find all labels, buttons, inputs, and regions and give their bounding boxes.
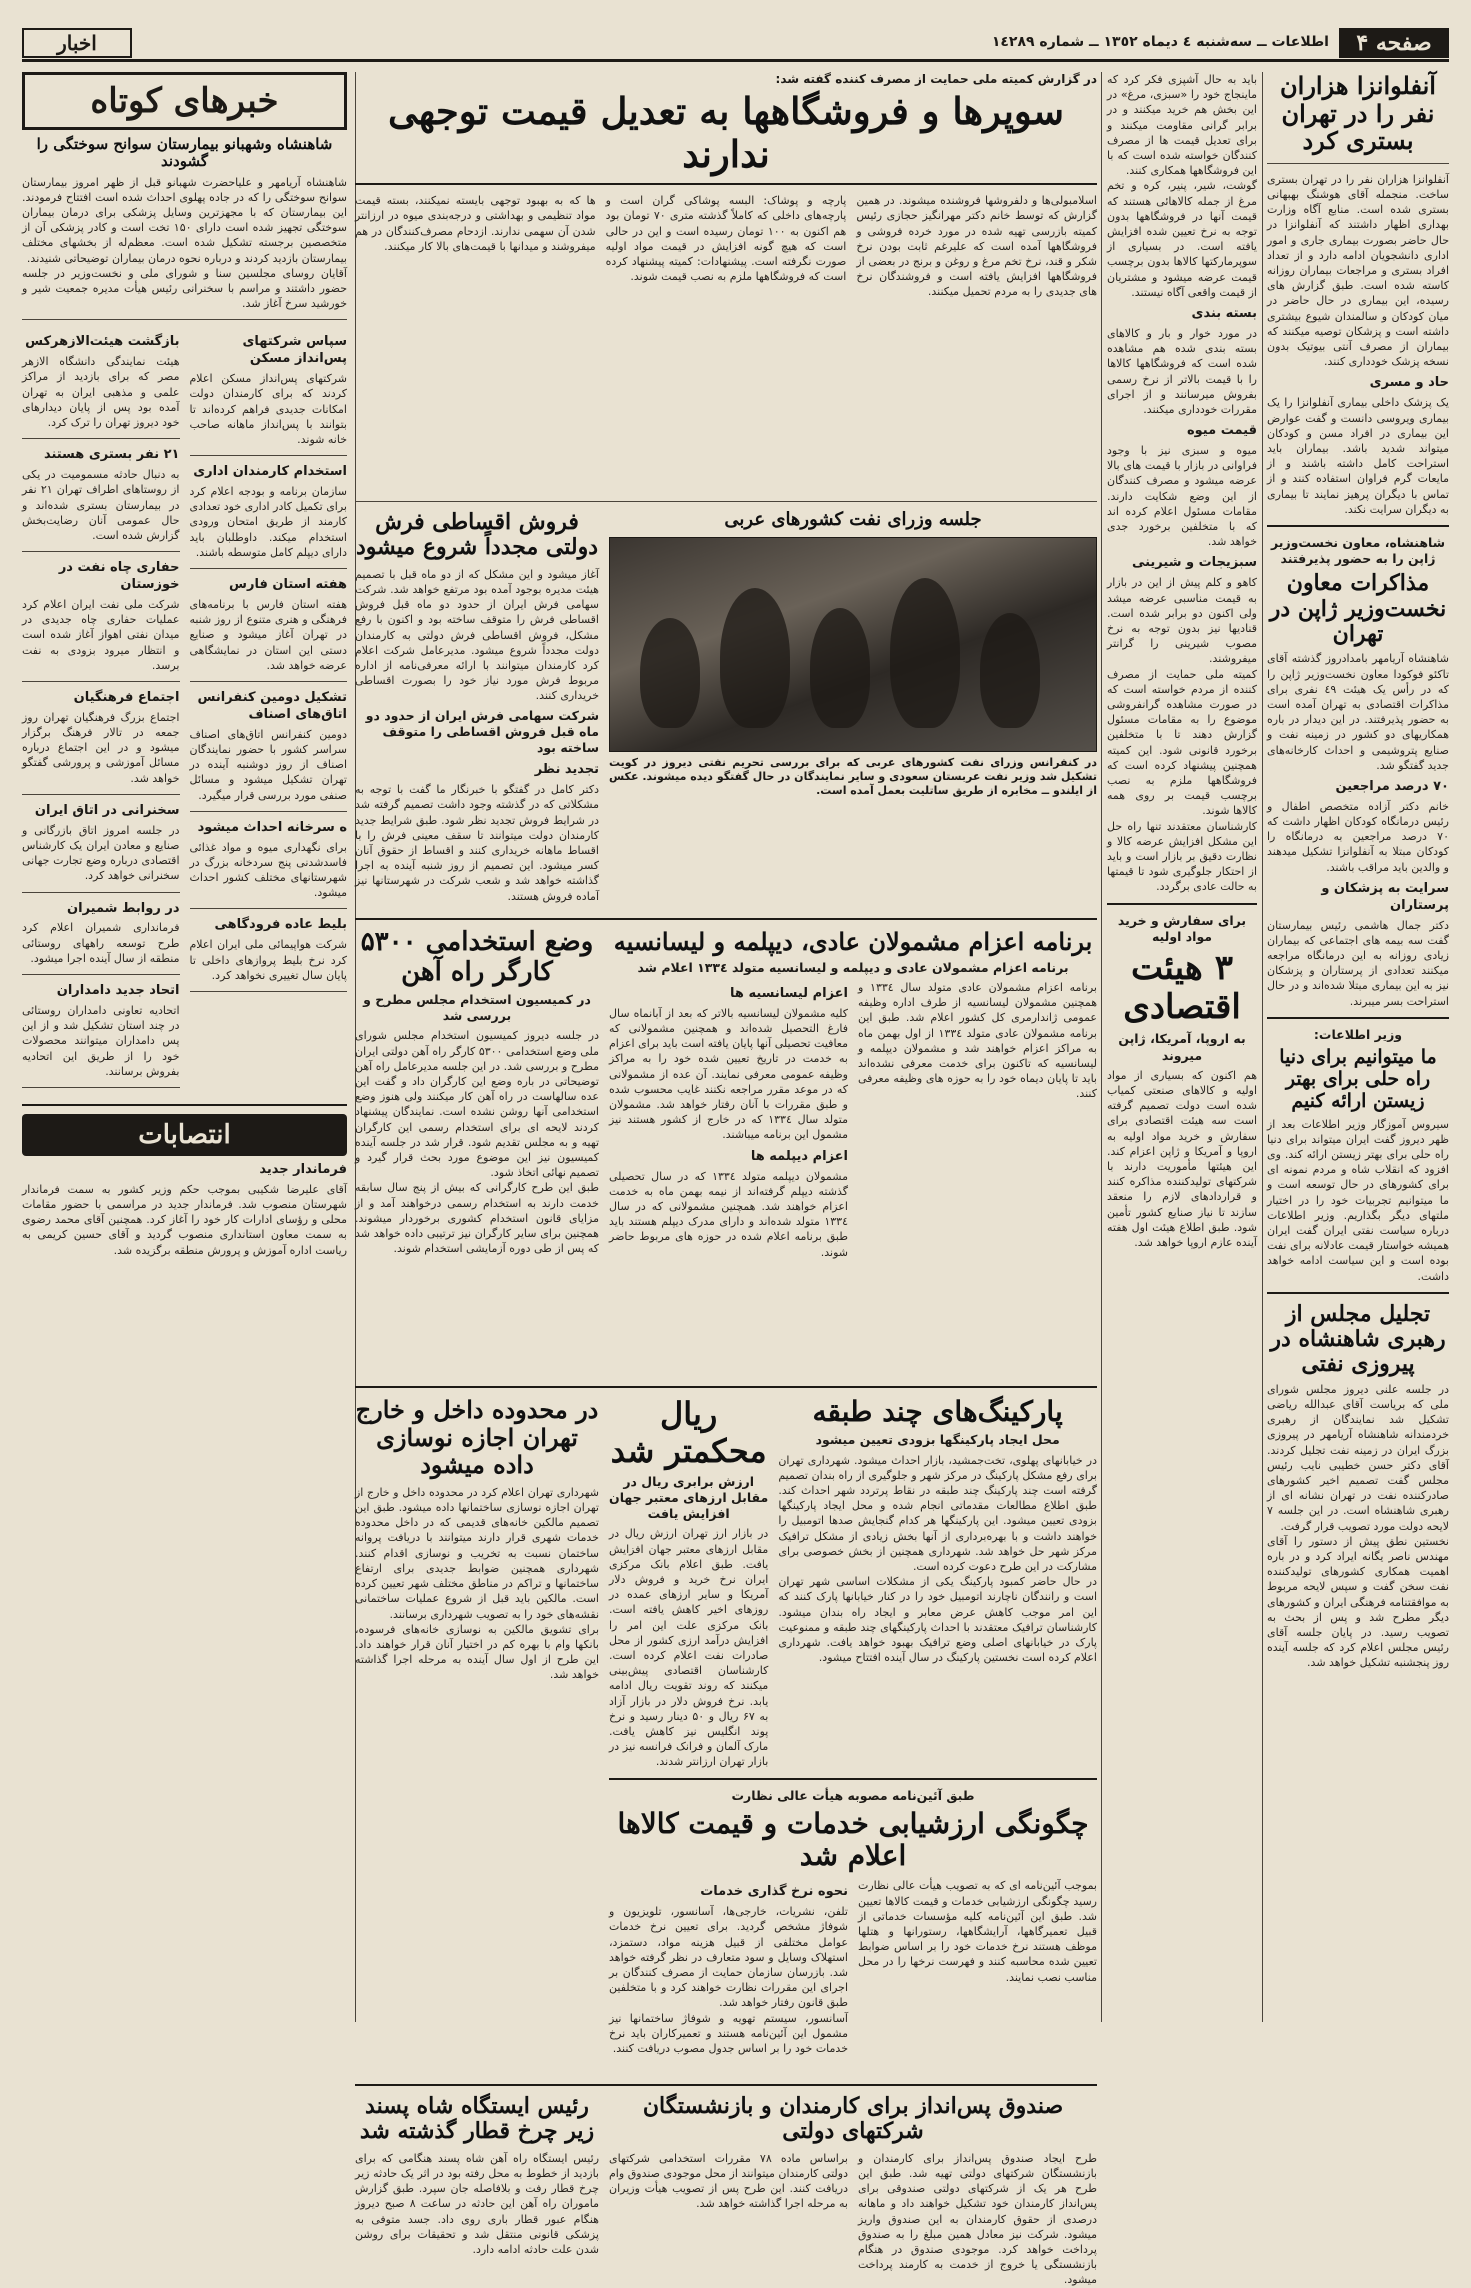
short-news-text: در جلسه امروز اتاق بازرگانی و صنایع و معادن ایران یک کارشناس اقتصادی درباره وضع تجارت جهانی سخنرانی خواهد کرد.	[22, 823, 180, 883]
divider	[190, 568, 348, 569]
article-text: مشمولان دیپلمه متولد ١٣٣٤ که در سال تحصیلی گذشته دیپلم گرفته‌اند از نیمه بهمن ماه به خدمت اعزام خواهند شد. همچنین مشمولانی که در سال ١٣٣٤ متولد شده‌اند و دارای مدرک دیپلم هستند باید طبق برنامه اعلام شده در حوزه های مربوط حاضر شوند.	[609, 1169, 848, 1259]
subhead: برنامه اعزام مشمولان عادی و دیپلمه و لیسانسیه متولد ١٣٣٤ اعلام شد	[637, 959, 1069, 975]
subhead: محل ایجاد پارکینگها بزودی تعیین میشود	[815, 1432, 1060, 1448]
article-employment: در جلسه دیروز کمیسیون استخدام مجلس شورای ملی وضع استخدامی ۵۳۰۰ کارگر راه آهن دولتی ایران مطرح و بررسی شد. در این جلسه مدیرعامل راه آهن توضیحاتی در باره وضع این کارگران داد و گفت این عده سالهاست در راه آهن کار میکنند ولی هنوز وضع استخدامی آنها روشن نشده است. نمایندگان پیشنهاد کردند لایحه ای برای استخدام رسمی این کارگران تهیه و به مجلس تقدیم شود. قرار شد در جلسه آینده کمیسیون نیز این موضوع مورد بحث قرار گیرد و تصمیم نهائی اتخاذ شود.	[355, 1029, 599, 1180]
short-news-title: حفاری چاه نفت در خوزستان	[58, 560, 180, 593]
short-news-title: سپاس شرکتهای پس‌انداز مسکن	[242, 334, 347, 367]
appointments-banner: انتصابات	[22, 1114, 347, 1156]
kicker-main: در گزارش کمیته ملی حمایت از مصرف کننده گفته شد:	[775, 72, 1097, 86]
divider	[190, 908, 348, 909]
headline-economic: ۳ هیئت اقتصادی	[1123, 948, 1241, 1028]
article-rial: در بازار ارز تهران ارزش ریال در مقابل ارزهای معتبر جهان افزایش یافت. طبق اعلام بانک مرکزی ایران نرخ خرید و فروش دلار آمریکا و سایر ارزهای عمده در روزهای اخیر کاهش یافته است. بانک مرکزی علت این امر را افزایش درآمد ارزی کشور از محل صادرات نفت اعلام کرده است. کارشناسان اقتصادی پیش‌بینی میکنند که روند تقویت ریال ادامه یابد. نرخ فروش دلار در بازار آزاد به ۶۷ ریال و ۵۰ دینار رسید و نرخ پوند انگلیس نیز کاهش یافت. مارک آلمان و فرانک فرانسه نیز در بازار تهران ارزانتر شدند.	[609, 1527, 769, 1769]
short-news-left	[22, 328, 180, 1096]
short-news-text: دومین کنفرانس اتاق‌های اصناف سراسر کشور با حضور نمایندگان اصناف از روز دوشنبه آینده در تهران تشکیل میشود و مسائل صنفی مورد بررسی قرار میگیرد.	[189, 727, 347, 802]
short-news-text: اجتماع بزرگ فرهنگیان تهران روز جمعه در تالار فرهنگ برگزار میشود و در این اجتماع درباره مسائل آموزشی و پرورشی گفتگو خواهد شد.	[22, 710, 180, 785]
divider	[190, 811, 348, 812]
article-renovation: شهرداری تهران اعلام کرد در محدوده داخل و خارج از تهران اجازه نوسازی ساختمانها داده میشود. طبق این تصمیم مالکین خانه‌های قدیمی که در داخل محدوده خدمات شهری قرار دارند میتوانند با دریافت پروانه ساختمان نسبت به تخریب و نوسازی اقدام کنند. شهرداری همچنین ضوابط جدیدی برای ارتفاع ساختمانها و تراکم در مناطق مختلف شهر تعیین کرده است. مالکین باید قبل از شروع عملیات ساختمانی نقشه‌های خود را به تصویب شهرداری برسانند.	[355, 1485, 599, 1621]
short-news-banner: خبرهای کوتاه	[22, 72, 347, 130]
article-military: برنامه اعزام مشمولان عادی متولد سال ١٣٣٤ و همچنین مشمولان لیسانسیه از طرف اداره وظیفه عمومی ژاندارمری کل کشور اعلام شد. طبق این برنامه مشمولان عادی متولد ١٣٣٤ از اول بهمن ماه به مراکز اعزام خواهند شد و مشمولان دیپلمه و لیسانسیه که تاکنون برای خدمت معرفی نشده‌اند باید تا پایان دیماه خود را به حوزه های وظیفه معرفی کنند.	[858, 980, 1097, 1101]
short-news-text: هفته استان فارس با برنامه‌های فرهنگی و هنری متنوع از روز شنبه در تهران آغاز میشود و صنایع دستی این استان در نمایشگاهی عرضه خواهد شد.	[189, 597, 347, 672]
headline-council: تجلیل مجلس از رهبری شاهنشاه در پیروزی نفتی	[1270, 1300, 1446, 1378]
article-text: نخستین نطق پیش از دستور را آقای مهندس ناصر یگانه ایراد کرد و در باره اهمیت همکاری کشورهای تولیدکننده نفت سخن گفت و سپس لایحه مربوط به موافقتنامه فرهنگی ایران و کشورهای دیگر مطرح شد و پس از بحث به تصویب رسید. در پایان جلسه آقای رئیس مجلس اعلام کرد که جلسه آینده روز پنجشنبه تشکیل خواهد شد.	[1267, 1534, 1449, 1670]
headline-military: برنامه اعزام مشمولان عادی، دیپلمه و لیسانسیه	[613, 927, 1093, 957]
carpet-article	[355, 510, 599, 910]
kicker: برای سفارش و خرید مواد اولیه	[1117, 912, 1247, 944]
article-parking: در خیابانهای پهلوی، تخت‌جمشید، بازار احداث میشود. شهرداری تهران برای رفع مشکل پارکینگ در مرکز شهر و جلوگیری از راه بندان تصمیم گرفته است چند پارکینگ چند طبقه در نقاط پرتردد شهر احداث کند. طبق اطلاع مطالعات مقدماتی انجام شده و محل ایجاد پارکینگها بزودی تعیین میشود. این پارکینگها هر کدام گنجایش صدها اتومبیل را خواهند داشت و با بهره‌برداری از آنها بخش زیادی از مشکل ترافیک مرکز شهر حل خواهد شد. شهرداری همچنین از بخش خصوصی برای مشارکت در این طرح دعوت کرده است.	[778, 1453, 1097, 1573]
article-text: براساس ماده ۷۸ مقررات استخدامی شرکتهای دولتی کارمندان میتوانند از محل موجودی صندوق وام دریافت کنند. این طرح پس از تصویب هیأت وزیران به مرحله اجرا گذاشته خواهد شد.	[609, 2151, 848, 2211]
article-lead: پارچه و پوشاک: البسه پوشاکی گران است و پارچه‌های داخلی که کاملاً گذشته متری ۷۰ تومان بود هم اکنون به ۱۰۰ تومان رسیده است و این در حالی است که هیچ گونه افزایش در قیمت مواد اولیه صورت نگرفته است. پیشنهادات: کمیته پیشنهاد کرده است که فروشگاهها ملزم به نصب قیمت شوند.	[605, 194, 847, 284]
divider	[22, 681, 180, 682]
article-text: خانم دکتر آزاده متخصص اطفال و رئیس درمانگاه کودکان اظهار داشت که ۷۰ درصد مراجعین به درمانگاه را کودکان مبتلا به آنفلوانزا تشکیل میدهند و والدین باید مراقب باشند.	[1267, 799, 1449, 874]
subhead: سرایت به پزشکان و پرستاران	[1321, 880, 1449, 913]
headline-renovation: در محدوده داخل و خارج تهران اجازه نوسازی داده میشود	[355, 1395, 599, 1480]
photo-block	[609, 510, 1097, 910]
article-text: کمیته ملی حمایت از مصرف کننده از مردم خواسته است که در صورت مشاهده گرانفروشی موضوع را به مقامات مسئول گزارش دهند تا با متخلفین برخورد قانونی شود. این کمیته همچنین پیشنهاد کرده است که فروشگاهها ملزم به نصب برچسب قیمت بر روی همه کالاها شوند.	[1107, 667, 1257, 818]
article-deputy: شاهنشاه آریامهر بامدادروز گذشته آقای تاکئو فوکودا معاون نخست‌وزیر ژاپن را که در رأس یک هیئت ٤٩ نفری برای مذاکرات اقتصادی به تهران آمده است به حضور پذیرفتند. در این دیدار در باره همکاریهای دو کشور در زمینه نفت و صنایع پتروشیمی و احداث کارخانه‌های جدید گفتگو شد.	[1267, 652, 1449, 772]
article-text: آسانسور، سیستم تهویه و شوفاژ ساختمانها نیز مشمول این آئین‌نامه هستند و تعمیرکاران باید نرخ خدمات خود را بر اساس جدول مصوب دریافت کنند.	[609, 2011, 848, 2056]
short-news-text: هیئت نمایندگی دانشگاه الازهر مصر که برای بازدید از مراکز علمی و مذهبی ایران به تهران آمده بود پس از پایان دیدارهای خود دیروز تهران را ترک کرد.	[22, 355, 180, 430]
short-news-text: شرکتهای پس‌انداز مسکن اعلام کردند که برای کارمندان دولت امکانات جدیدی فراهم کرده‌اند تا بتوانند با پس‌انداز ماهانه صاحب خانه شوند.	[189, 372, 347, 446]
column-second	[1107, 72, 1257, 2022]
article-text: کارشناسان معتقدند تنها راه حل این مشکل افزایش عرضه کالا و نظارت دقیق بر بازار است و باید از احتکار جلوگیری شود تا قیمتها به حالت عادی برگردد.	[1107, 819, 1257, 894]
article-text: دکتر جمال هاشمی رئیس بیمارستان گفت سه بیمه های اجتماعی که بیماران زیادی روزانه به این درمانگاه مراجعه میکنند تعدادی از پرستاران و پزشکان نیز به این بیماری مبتلا شده‌اند و در حال استراحت بسر میبرند.	[1267, 918, 1449, 1008]
short-news-grid	[22, 328, 347, 1096]
subhead: سبزیجات و شیرینی	[1131, 555, 1257, 571]
newspaper-page	[22, 28, 1449, 2287]
short-news-text: فرمانداری شمیران اعلام کرد طرح توسعه راههای روستائی منطقه از سال آینده اجرا میشود.	[22, 921, 180, 965]
headline-main: سوپرها و فروشگاهها به تعدیل قیمت توجهی ندارند	[387, 89, 1065, 176]
headline-burn-hospital: شاهنشاه وشهبانو بیمارستان سوانح سوختگی را گشودند	[36, 135, 333, 171]
article-text: کاهو و کلم پیش از این در بازار به قیمت مناسبی عرضه میشد ولی اکنون دو برابر شده است. قنادیها نیز بدون توجه به نرخ مصوب شیرینی را گرانتر میفروشند.	[1107, 576, 1257, 666]
article-burn-hospital: شاهنشاه آریامهر و علیاحضرت شهبانو قبل از ظهر امروز بیمارستان سوانح سوختگی را که در جاده پهلوی احداث شده است افتتاح فرمودند. این بیمارستان که با مجهزترین وسایل پزشکی برای درمان بیماران سوختگی تجهیز شده است دارای ۱۵۰ تخت است و کادر پزشکی آن از متخصصین برجسته تشکیل شده است. معظم‌له از بخشهای مختلف بیمارستان بازدید کردند و درباره نحوه درمان بیماران توضیحاتی شنیدند.	[22, 175, 347, 265]
article-text: کلیه مشمولان لیسانسیه بالاتر که بعد از آبانماه سال فارغ التحصیل شده‌اند و همچنین مشمولانی که معافیت تحصیلی آنها پایان یافته است باید برای اعزام به خدمت در تاریخ تعیین شده خود را به مراکز وظیفه عمومی معرفی نمایند. آن عده از مشمولانی که در موعد مقرر مراجعه نکنند غایب محسوب شده و طبق مقررات با آنان رفتار خواهد شد. مشمولان متولد سال ١٣٣٤ که در خارج از کشور هستند نیز مشمول این برنامه میباشند.	[609, 1006, 848, 1142]
column-rule	[1262, 72, 1263, 2022]
divider	[22, 892, 180, 893]
subhead: نحوه نرخ گذاری خدمات	[700, 1884, 848, 1900]
article-fund: طرح ایجاد صندوق پس‌انداز برای کارمندان و بازنشستگان شرکتهای دولتی تهیه شد. طبق این طرح هر یک از شرکتهای دولتی صندوقی برای پس‌انداز کارمندان خود تشکیل خواهند داد و ماهانه درصدی از حقوق کارمندان به این صندوق واریز میشود. شرکت نیز معادل همین مبلغ را به صندوق پرداخت خواهد کرد. موجودی صندوق در هنگام بازنشستگی یا خروج از خدمت به کارمند پرداخت میشود.	[858, 2151, 1097, 2287]
divider	[190, 991, 348, 992]
subhead: شرکت سهامی فرش ایران از حدود دو ماه قبل فروش اقساطی را متوقف ساخته بود	[365, 707, 599, 756]
issue-info: اطلاعات ــ سه‌شنبه ٤ دیماه ١٣٥٢ ــ شماره ١٤٢٨٩	[991, 34, 1329, 50]
short-news-title: استخدام کارمندان اداری	[193, 464, 347, 480]
headline-rial: ریال محکمتر شد	[610, 1395, 767, 1470]
divider	[22, 974, 180, 975]
subhead: قیمت میوه	[1186, 423, 1257, 439]
article-text: یک پزشک داخلی بیماری آنفلوانزا را یک بیماری ویروسی دانست و گفت عوارض این بیماری در افراد مسن و کودکان میتواند شدید باشد. بیماران باید استراحت کامل داشته باشند و از مایعات گرم فراوان استفاده کنند و از تماس با دیگران پرهیز نمایند تا بیماری به دیگران سرایت نکند.	[1267, 396, 1449, 516]
article-carpet: آغاز میشود و این مشکل که از دو ماه قبل با تصمیم هیئت مدیره بوجود آمده بود مرتفع خواهد شد. شرکت سهامی فرش ایران از حدود دو ماه قبل فروش اقساطی فرش را متوقف ساخته بود و اکنون با رفع مشکل، فروش اقساطی فرش دولتی به کارمندان دولت مجدداً شروع میشود. مدیرعامل شرکت اعلام کرد کارمندان میتوانند با ارائه معرفی‌نامه از اداره مربوط فرش مورد نیاز خود را بصورت اقساطی خریداری کنند.	[355, 567, 599, 703]
column-right	[1267, 72, 1449, 2022]
subhead: در کمیسیون استخدام مجلس مطرح و بررسی شد	[363, 991, 591, 1024]
article-text: دکتر کامل در گفتگو با خبرنگار ما گفت با توجه به مشکلاتی که در گذشته وجود داشت تصمیم گرفته شد در شرایط فروش تجدید نظر شود. طبق شرایط جدید کارمندان دولت میتوانند تا سقف معینی فرش را با اقساط ماهانه خریداری کنند و اقساط از حقوق آنان کسر میشود. این تصمیم از روز شنبه آینده به اجرا گذاشته خواهد شد و شعب شرکت در شهرستانها نیز آماده فروش هستند.	[355, 783, 599, 903]
short-news-right	[190, 328, 348, 1096]
section-label: اخبار	[22, 28, 132, 58]
short-news-title: بازگشت هیئت‌الازهرکس	[25, 334, 180, 350]
subhead: ارزش برابری ریال در مقابل ارزهای معتبر جهان افزایش یافت	[609, 1473, 769, 1522]
kicker: شاهنشاه، معاون نخست‌وزیر ژاپن را به حضور پذیرفتند	[1270, 534, 1446, 567]
subhead: حاد و مسری	[1369, 375, 1449, 391]
headline-minister: ما میتوانیم برای دنیا راه حلی برای بهتر زیستن ارائه کنیم	[1279, 1046, 1437, 1112]
article-appointments: آقای علیرضا شکیبی بموجب حکم وزیر کشور به سمت فرماندار شهرستان منصوب شد. فرماندار جدید در مراسمی با حضور مقامات محلی و رؤسای ادارات کار خود را آغاز کرد. همچنین آقای محمد رضوی به سمت معاون استانداری منصوب گردید و آقای حسین کریمی به ریاست اداره آموزش و پرورش منطقه برگزیده شد.	[22, 1182, 347, 1257]
subhead: ۷۰ درصد مراجعین	[1335, 778, 1449, 794]
article-council: در جلسه علنی دیروز مجلس شورای ملی که بریاست آقای عبدالله ریاضی تشکیل شد نمایندگان از رهبری خردمندانه شاهنشاه آریامهر در پیروزی بزرگ ایران در زمینه نفت تجلیل کردند. آقای دکتر حسن خطیبی نایب رئیس مجلس گفت تصمیم اخیر کشورهای صادرکننده نفت در تهران نشانه ای از رهبری شاهنشاه است. در این جلسه ۷ لایحه دولت مورد تصویب قرار گرفت.	[1267, 1382, 1449, 1533]
article-station: رئیس ایستگاه راه آهن شاه پسند هنگامی که برای بازدید از خطوط به محل رفته بود در اثر یک حادثه زیر چرخ قطار رفت و بلافاصله جان سپرد. طبق گزارش ماموران راه آهن این حادثه در ساعت ۸ صبح دیروز هنگام عبور قطار باری روی داد. جسد متوفی به پزشکی قانونی منتقل شد و تحقیقات برای روشن شدن علت حادثه ادامه دارد.	[355, 2151, 599, 2256]
photo-oil-ministers	[609, 537, 1097, 752]
headline-employment: وضع استخدامی ۵۳۰۰ کارگر راه آهن	[360, 927, 594, 987]
divider	[22, 794, 180, 795]
column-left	[22, 72, 347, 2022]
short-news-text: به دنبال حادثه مسمومیت در یکی از روستاهای اطراف تهران ۲۱ نفر در بیمارستان بستری شده‌اند و حال عمومی آنان رضایت‌بخش گزارش شده است.	[22, 468, 180, 542]
subhead: فرماندار جدید	[259, 1161, 347, 1177]
article-text: برای تشویق مالکین به نوسازی خانه‌های فرسوده، بانکها وام با بهره کم در اختیار آنان قرار خواهند داد. این طرح از اول سال آینده به مرحله اجرا گذاشته خواهد شد.	[355, 1622, 599, 1682]
article-services: بموجب آئین‌نامه ای که به تصویب هیأت عالی نظارت رسید چگونگی ارزشیابی خدمات و قیمت کالاها تعیین شد. طبق این آئین‌نامه کلیه مؤسسات خدماتی از قبیل تعمیرگاهها، آرایشگاهها، رستورانها و هتلها موظف هستند نرخ خدمات خود را بر اساس ضوابط تعیین شده محاسبه کنند و فهرست نرخها را در محل مناسب نصب نمایند.	[858, 1879, 1097, 1984]
divider	[22, 551, 180, 552]
short-news-title: در روابط شمیران	[67, 900, 180, 916]
article-lead: اسلامبولی‌ها و دلفروشها فروشنده میشوند. در همین گزارش که توسط خانم دکتر مهرانگیز حجازی رئیس کمیته بازرسی تهیه شده در مورد خرده فروشی و فروشگاهها آمده است که علیرغم ثابت بودن نرخ شکر و قند، نرخ تخم مرغ و روغن و برنج در بعضی از فروشگاهها افزایش یافته است و فروشندگان نرخ های جدیدی را به مردم تحمیل میکنند.	[856, 194, 1097, 299]
photo-title: جلسه وزرای نفت کشورهای عربی	[724, 509, 982, 531]
headline-station: رئیس ایستگاه شاه پسند زیر چرخ قطار گذشته شد	[359, 2093, 595, 2145]
column-main	[354, 72, 1097, 2287]
short-news-text: شرکت هواپیمائی ملی ایران اعلام کرد نرخ بلیط پروازهای داخلی تا پایان سال تغییری نخواهد کرد.	[189, 938, 347, 982]
article-text: باید به حال آشپزی فکر کرد که ماینجاج خود را «سبزی، مرغ» در این بخش هم خرید میکنند و در برابر گرانی مقاومت میکنند و برای تعدیل قیمت ها از مصرف کنندگان خواسته شده است که با این فروشگاهها همکاری کنند.	[1107, 73, 1257, 178]
subhead: به اروپا، آمریکا، ژاپن میروند	[1118, 1031, 1246, 1063]
article-text: گوشت، شیر، پنیر، کره و تخم مرغ از جمله کالاهائی هستند که قیمت آنها در فروشگاهها بدون توجه به نرخ تعیین شده افزایش یافته است. در بسیاری از سوپرمارکتها کالاها بدون برچسب قیمت عرضه میشود و مشتریان از قیمت واقعی آگاه نیستند.	[1107, 179, 1257, 299]
short-news-text: اتحادیه تعاونی دامداران روستائی در چند استان تشکیل شد و از این پس دامداران میتوانند محصولات خود را از طریق این اتحادیه بفروش برسانند.	[22, 1003, 180, 1078]
article-flu: آنفلوانزا هزاران نفر را در تهران بستری ساخت. منجمله آقای هوشنگ بهبهانی بستری شده است. منابع آگاه وزارت بهداری اظهار داشتند که آنفلوانزا در حال حاضر بصورت بیماری جاری و امور اداری دانشجویان ادامه دارد و از تعداد افراد بستری و مراجعات بیماران روزانه کاسته شده است. طبق گزارش های رسیده، این بیماری در حال حاضر در میان کودکان و سالمندان شیوع بیشتری داشته است و پزشکان توصیه میکنند که بیماران از مصرف آنتی بیوتیک بدون نسخه پزشک خودداری کنند.	[1267, 172, 1449, 369]
article-text: آقایان روسای مجلسین سنا و شورای ملی و نخست‌وزیر در جلسه حضور داشتند و مراسم با سخنرانی رئیس هیأت مدیره جمعیت شیر و خورشید سرخ آغاز شد.	[22, 266, 347, 311]
subhead: اعزام لیسانسیه ها	[730, 985, 848, 1001]
short-news-text: برای نگهداری میوه و مواد غذائی فاسدشدنی پنج سردخانه بزرگ در شهرستانهای مختلف کشور احداث میشود.	[189, 840, 347, 900]
short-news-text: سازمان برنامه و بودجه اعلام کرد برای تکمیل کادر اداری خود تعدادی کارمند از طریق امتحان ورودی استخدام میکند. داوطلبان باید دارای دیپلم کامل متوسطه باشند.	[189, 485, 347, 559]
article-text: تلفن، نشریات، خارجی‌ها، آسانسور، تلویزیون و شوفاژ مشخص گردید. برای تعیین نرخ خدمات عوامل مختلفی از قبیل هزینه مواد، دستمزد، استهلاک وسایل و سود متعارف در نظر گرفته خواهد شد. بازرسان سازمان حمایت از مصرف کنندگان بر اجرای این مقررات نظارت خواهند کرد و با متخلفین طبق قانون رفتار خواهد شد.	[609, 1905, 848, 2010]
short-news-title: هفته استان فارس	[229, 577, 347, 593]
article-economic: هم اکنون که بسیاری از مواد اولیه و کالاهای صنعتی کمیاب شده است دولت تصمیم گرفته است سه هیئت اقتصادی برای سفارش و خرید مواد اولیه به اروپا و آمریکا و ژاپن اعزام کند. این هیئتها مأموریت دارند با شرکتهای تولیدکننده مذاکره کنند و قراردادهای لازم را منعقد سازند تا نیاز صنایع کشور تأمین شود. طبق اطلاع هیئت اول هفته آینده عازم اروپا خواهد شد.	[1107, 1068, 1257, 1250]
short-news-title: بلیط عاده فرودگاهی	[214, 917, 347, 933]
article-text: در مورد خوار و بار و کالاهای بسته بندی شده هم مشاهده شده است که فروشگاهها کالاها را با قیمت بالاتر از نرخ رسمی بفروش میرسانند و از اجرای مقررات خودداری میکنند.	[1107, 326, 1257, 416]
kicker: طبق آئین‌نامه مصوبه هیأت عالی نظارت	[731, 1787, 975, 1803]
short-news-title: ۲۱ نفر بستری هستند	[43, 447, 180, 463]
divider	[190, 455, 348, 456]
article-lead: ها که به بهبود توجهی بایسته نمیکنند، بسته قیمت مواد تنظیمی و بهداشتی و درجه‌بندی میوه در ارزانتر شدن آن سهمی ندارند. ازدحام مصرف‌کنندگان در هم میفروشند و میدانها با قیمت‌های بالا کار میکنند.	[354, 194, 596, 253]
photo-caption: در کنفرانس وزرای نفت کشورهای عربی که برای بررسی تحریم نفتی دیروز در کویت تشکیل شد وزیر نفت عربستان سعودی و سایر نمایندگان در حال گفتگو دیده میشوند. عکس از ایلندو ــ مخابره از طریق ساتلیت بعمل آمده است.	[609, 755, 1097, 797]
subhead: اعزام دیپلمه ها	[750, 1148, 848, 1164]
column-rule	[1101, 72, 1102, 2022]
article-minister: سیروس آموزگار وزیر اطلاعات بعد از ظهر دیروز گفت ایران میتواند برای دنیا راه حلی برای بهتر زیستن ارائه کند. وی افزود که انقلاب شاه و مردم نمونه ای برای کشورهای در حال توسعه است و ما میتوانیم تجربیات خود را در اختیار ملتهای دیگر بگذاریم. وزیر اطلاعات درباره سیاست نفتی ایران گفت ایران همیشه خواستار قیمت عادلانه برای نفت بوده است و این سیاست ادامه خواهد داشت.	[1267, 1117, 1449, 1283]
divider	[190, 681, 348, 682]
headline-flu: آنفلوانزا هزاران نفر را در تهران بستری کرد	[1280, 71, 1436, 156]
headline-fund: صندوق پس‌انداز برای کارمندان و بازنشستگان شرکتهای دولتی	[642, 2093, 1064, 2145]
headline-carpet: فروش اقساطی فرش دولتی مجدداً شروع میشود	[355, 509, 599, 561]
divider	[22, 1087, 180, 1088]
headline-parking: پارکینگ‌های چند طبقه	[812, 1395, 1063, 1429]
page-number: صفحه ۴	[1339, 28, 1449, 58]
short-news-title: سخنرانی در اتاق ایران	[34, 802, 180, 818]
article-text: در حال حاضر کمبود پارکینگ یکی از مشکلات اساسی شهر تهران است و رانندگان ناچارند اتومبیل خود را در کنار خیابانها پارک کنند که این امر موجب کاهش عرض معابر و ایجاد راه بندان میشود. کارشناسان ترافیک معتقدند با احداث پارکینگهای چند طبقه و ممنوعیت پارک در خیابانهای اصلی وضع ترافیک بهبود خواهد یافت. شهرداری اعلام کرده است نخستین پارکینگ در سال آینده افتتاح میشود.	[778, 1575, 1097, 1665]
article-text: طبق این طرح کارگرانی که بیش از پنج سال سابقه خدمت دارند به استخدام رسمی درخواهند آمد و از مزایای قانون استخدام کشوری برخوردار میشوند. همچنین برای سایر کارگران نیز ترتیبی داده خواهد شد که پس از طی دوره آزمایشی استخدام شوند.	[355, 1181, 599, 1256]
divider	[22, 438, 180, 439]
headline-deputy: مذاکرات معاون نخست‌وزیر ژاپن در تهران	[1269, 570, 1447, 648]
subhead: تجدید نظر	[534, 762, 599, 778]
short-news-title: اتحاد جدید دامداران	[56, 983, 180, 999]
short-news-title: ه سرخانه احداث میشود	[197, 819, 347, 835]
subhead: بسته بندی	[1191, 306, 1257, 322]
short-news-text: شرکت ملی نفت ایران اعلام کرد عملیات حفاری چاه جدیدی در میدان نفتی اهواز آغاز شده است و انتظار میرود بزودی به نفت برسد.	[22, 597, 180, 672]
kicker: وزیر اطلاعات:	[1313, 1026, 1403, 1042]
headline-services: چگونگی ارزشیابی خدمات و قیمت کالاها اعلام شد	[617, 1806, 1089, 1873]
article-text: میوه و سبزی نیز با وجود فراوانی در بازار با قیمت های بالا عرضه میشود و مصرف کنندگان از این وضع شکایت دارند. مقامات مسئول اعلام کرده اند که با متخلفین برخورد جدی خواهد شد.	[1107, 444, 1257, 549]
masthead-strip	[22, 28, 1449, 62]
short-news-title: اجتماع فرهنگیان	[73, 689, 180, 705]
short-news-title: تشکیل دومین کنفرانس اتاق‌های اصناف	[197, 689, 347, 722]
